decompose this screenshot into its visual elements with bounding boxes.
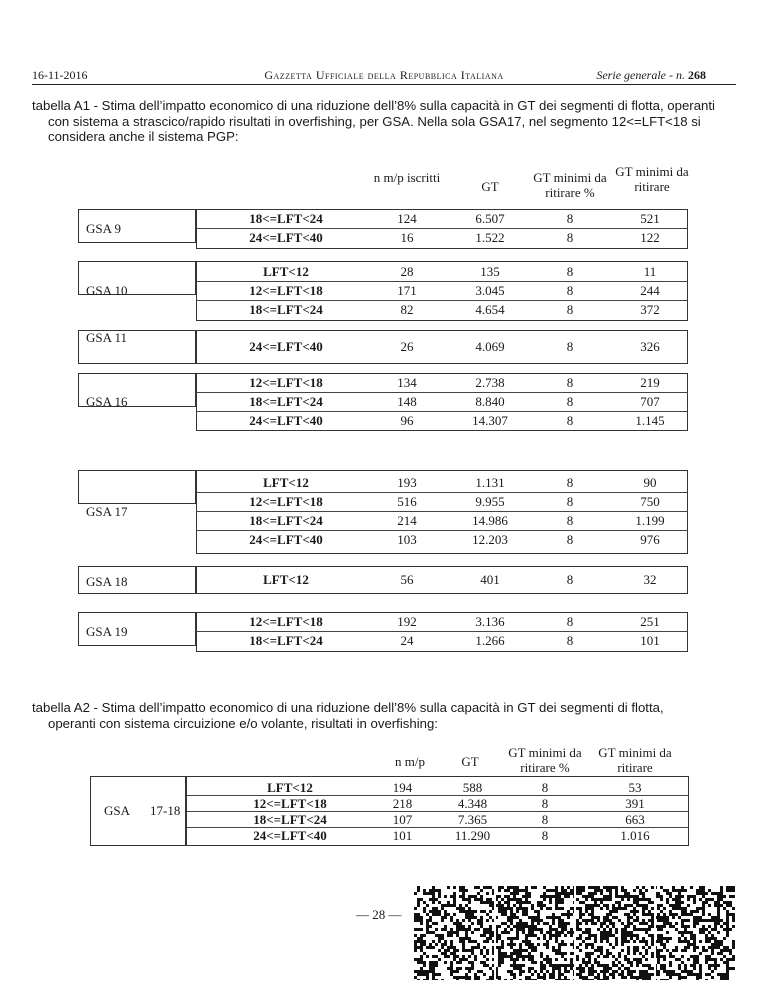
nmp-cell: 82 [400, 301, 414, 317]
table-a2-header-nmp: n m/p [395, 754, 425, 769]
gsa-label: GSA 10 [86, 283, 128, 298]
nmp-cell: 24 [400, 633, 414, 648]
segment-cell: 18<=LFT<24 [249, 211, 323, 226]
nmp-cell: 134 [397, 374, 417, 390]
pct-cell: 8 [541, 828, 549, 843]
issue-date: 16-11-2016 [32, 68, 88, 82]
gt-cell: 588 [462, 780, 483, 795]
table-a2-header-min: GT minimi da ritirare [598, 745, 672, 775]
pct-cell: 8 [566, 494, 574, 509]
segment-cell: 18<=LFT<24 [249, 513, 323, 528]
min-cell: 101 [640, 633, 660, 648]
pct-cell: 8 [541, 780, 549, 795]
gt-cell: 3.045 [475, 282, 505, 298]
min-cell: 707 [640, 393, 660, 409]
gt-cell: 3.136 [475, 614, 505, 629]
table-a1-caption-line: tabella A1 - Stima dell’impatto economico di una riduzione dell’8% sulla capacità in GT dei segmenti di flotta, operanti [32, 98, 715, 113]
gt-cell: 1.522 [475, 230, 505, 245]
gt-cell: 6.507 [475, 211, 505, 226]
segment-cell: 18<=LFT<24 [253, 812, 327, 827]
segment-cell: 12<=LFT<18 [249, 494, 323, 509]
gsa-label: GSA 19 [86, 624, 128, 639]
nmp-cell: 148 [397, 393, 417, 409]
min-cell: 326 [640, 338, 660, 354]
table-a2-gsa-number: 17-18 [150, 803, 181, 818]
gsa-label: GSA 16 [86, 394, 128, 409]
table-a1-caption-line: considera anche il sistema PGP: [48, 129, 239, 144]
table-a2-header-pct: GT minimi da ritirare % [508, 745, 582, 775]
nmp-cell: 516 [397, 494, 417, 509]
min-cell: 976 [640, 532, 660, 547]
pct-cell: 8 [566, 571, 574, 587]
pct-cell: 8 [566, 301, 574, 317]
segment-cell: 12<=LFT<18 [249, 374, 323, 390]
gt-cell: 135 [480, 263, 500, 279]
pct-cell: 8 [566, 614, 574, 629]
min-cell: 53 [628, 780, 642, 795]
segment-cell: LFT<12 [263, 571, 309, 587]
gsa-label: GSA 11 [86, 330, 128, 345]
min-cell: 219 [640, 374, 660, 390]
gt-cell: 11.290 [454, 828, 491, 843]
pct-cell: 8 [566, 230, 574, 245]
gt-cell: 1.266 [475, 633, 505, 648]
row-divider [196, 492, 688, 493]
min-cell: 391 [625, 796, 645, 811]
min-cell: 122 [640, 230, 660, 245]
pct-cell: 8 [541, 796, 549, 811]
segment-cell: 24<=LFT<40 [249, 230, 323, 245]
gt-cell: 8.840 [475, 393, 505, 409]
gt-cell: 7.365 [457, 812, 488, 827]
gt-cell: 9.955 [475, 494, 505, 509]
segment-cell: LFT<12 [263, 475, 309, 490]
nmp-cell: 218 [392, 796, 413, 811]
min-cell: 663 [625, 812, 645, 827]
row-divider [196, 281, 688, 282]
table-a2-caption-line: tabella A2 - Stima dell’impatto economico di una riduzione dell’8% sulla capacità in GT dei segmenti di flotta, [32, 700, 664, 715]
nmp-cell: 26 [400, 338, 414, 354]
segment-cell: 12<=LFT<18 [253, 796, 327, 811]
table-a1-header-min: GT minimi da ritirare [615, 164, 689, 194]
nmp-cell: 101 [392, 828, 413, 843]
min-cell: 750 [640, 494, 660, 509]
row-divider [196, 411, 688, 412]
min-cell: 1.016 [620, 828, 650, 843]
row-divider [196, 511, 688, 512]
barcode-image [414, 886, 735, 980]
row-divider [196, 300, 688, 301]
pct-cell: 8 [566, 393, 574, 409]
table-a2-caption [32, 700, 736, 731]
nmp-cell: 16 [400, 230, 414, 245]
gt-cell: 12.203 [472, 532, 508, 547]
table-a1-caption-line: con sistema a strascico/rapido risultati in overfishing, per GSA. Nella sola GSA17, nel segmento 12<=LFT<18 si [48, 113, 701, 129]
nmp-cell: 103 [397, 532, 417, 547]
gt-cell: 14.986 [472, 513, 508, 528]
table-a2-caption-line: operanti con sistema circuizione e/o volante, risultati in overfishing: [48, 715, 438, 731]
min-cell: 244 [640, 282, 660, 298]
min-cell: 372 [640, 301, 660, 317]
gt-cell: 2.738 [475, 374, 505, 390]
nmp-cell: 96 [400, 412, 414, 428]
nmp-cell: 107 [392, 812, 413, 827]
pct-cell: 8 [566, 282, 574, 298]
segment-cell: 24<=LFT<40 [249, 532, 323, 547]
pct-cell: 8 [566, 338, 574, 354]
min-cell: 32 [643, 571, 657, 587]
gazette-title: Gazzetta Ufficiale della Repubblica Italiana [264, 68, 504, 82]
nmp-cell: 194 [392, 780, 413, 795]
pct-cell: 8 [566, 532, 574, 547]
row-divider [196, 228, 688, 229]
nmp-cell: 193 [397, 475, 417, 490]
pct-cell: 8 [566, 513, 574, 528]
min-cell: 90 [643, 475, 657, 490]
pct-cell: 8 [566, 475, 574, 490]
issue-series [596, 68, 706, 83]
pct-cell: 8 [566, 211, 574, 226]
series-number: 268 [688, 68, 706, 82]
pct-cell: 8 [566, 633, 574, 648]
table-a1-caption [32, 98, 736, 145]
segment-cell: 24<=LFT<40 [249, 412, 323, 428]
table-a1-header-nmp: n m/p iscritti [373, 170, 441, 185]
gt-cell: 14.307 [472, 412, 508, 428]
row-divider [196, 530, 688, 531]
segment-cell: 12<=LFT<18 [249, 614, 323, 629]
gsa-box [78, 470, 196, 504]
segment-cell: LFT<12 [263, 263, 309, 279]
nmp-cell: 171 [397, 282, 417, 298]
min-cell: 1.199 [635, 513, 665, 528]
gt-cell: 401 [480, 571, 500, 587]
gsa-label: GSA 9 [86, 221, 122, 236]
gt-cell: 4.654 [475, 301, 505, 317]
nmp-cell: 56 [400, 571, 414, 587]
gsa-label: GSA 17 [86, 504, 128, 519]
min-cell: 521 [640, 211, 660, 226]
nmp-cell: 192 [397, 614, 417, 629]
segment-cell: LFT<12 [267, 780, 313, 795]
row-divider [196, 392, 688, 393]
header-rule [32, 84, 736, 85]
series-separator: - n. [666, 68, 688, 82]
pct-cell: 8 [566, 263, 574, 279]
min-cell: 11 [643, 263, 657, 279]
gsa-label: GSA 18 [86, 574, 128, 589]
pct-cell: 8 [566, 374, 574, 390]
segment-cell: 24<=LFT<40 [249, 338, 323, 354]
segment-cell: 18<=LFT<24 [249, 633, 323, 648]
nmp-cell: 214 [397, 513, 417, 528]
segment-cell: 18<=LFT<24 [249, 301, 323, 317]
gt-cell: 4.348 [457, 796, 488, 811]
table-a2-header-gt: GT [461, 754, 479, 769]
nmp-cell: 124 [397, 211, 417, 226]
segment-cell: 12<=LFT<18 [249, 282, 323, 298]
pct-cell: 8 [541, 812, 549, 827]
gt-cell: 1.131 [475, 475, 505, 490]
gt-cell: 4.069 [475, 338, 505, 354]
nmp-cell: 28 [400, 263, 414, 279]
table-a2-gsa-label: GSA [104, 803, 131, 818]
series-label: Serie generale [596, 68, 666, 82]
table-a1-header-pct: GT minimi da ritirare % [533, 170, 607, 200]
min-cell: 1.145 [635, 412, 665, 428]
page-number: — 28 — [356, 907, 402, 922]
segment-cell: 18<=LFT<24 [249, 393, 323, 409]
row-divider [196, 631, 688, 632]
segment-cell: 24<=LFT<40 [253, 828, 327, 843]
table-a2-rows-box [186, 776, 689, 846]
table-a1-header-gt: GT [481, 179, 499, 194]
min-cell: 251 [640, 614, 660, 629]
pct-cell: 8 [566, 412, 574, 428]
